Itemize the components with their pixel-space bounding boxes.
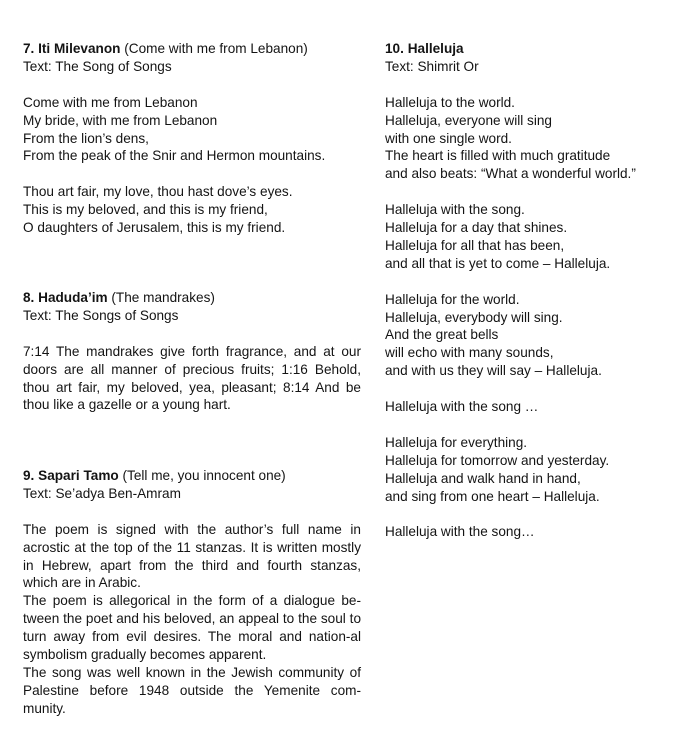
song-10-line: with one single word. — [385, 130, 512, 146]
song-10-line: Halleluja for tomorrow and yesterday. — [385, 452, 610, 468]
song-9-number: 9. — [23, 468, 35, 483]
song-10-number: 10. — [385, 41, 404, 56]
song-7-number: 7. — [23, 41, 35, 56]
song-7-line: My bride, with me from Lebanon — [23, 112, 218, 128]
song-10-line: Halleluja for all that has been, — [385, 237, 565, 253]
song-7-heading — [23, 40, 361, 58]
song-10-heading — [385, 40, 675, 58]
song-10-line: The heart is filled with much gratitude — [385, 148, 611, 164]
song-10-title: Halleluja — [407, 41, 464, 56]
song-10-text-credit: Text: Shimrit Or — [385, 58, 479, 74]
song-10-line: will echo with many sounds, — [385, 345, 554, 361]
song-10-line: and all that is yet to come – Halleluja. — [385, 255, 611, 271]
song-10 — [385, 40, 675, 541]
song-8-heading — [23, 289, 361, 307]
song-8-number: 8. — [23, 290, 35, 305]
song-8-paragraph: 7:14 The mandrakes give forth fragrance, and at our doors are all manner of precious fruits; 1:16 Behold, thou art fair, my beloved, yea, pleasant; 8:14 And be thou like a gazelle or a young hart. — [23, 343, 361, 413]
song-8-subtitle: (The mandrakes) — [111, 290, 215, 305]
song-7-line: From the lion’s dens, — [23, 130, 149, 146]
song-7-line: Thou art fair, my love, thou hast dove’s eyes. — [23, 184, 293, 200]
song-9-title: Sapari Tamo — [38, 468, 119, 483]
song-10-line: Halleluja for the world. — [385, 291, 520, 307]
song-10-line: Halleluja with the song. — [385, 202, 525, 218]
song-9-paragraph: The poem is allegorical in the form of a dialogue be-tween the poet and his beloved, an appeal to the soul to turn away from evil desires. The moral and nation-al symbolism gradually becomes apparent. — [23, 593, 361, 663]
song-7 — [23, 40, 361, 237]
song-9-text-credit: Text: Se’adya Ben-Amram — [23, 485, 181, 501]
song-10-line: Halleluja, everyone will sing — [385, 112, 552, 128]
song-10-line: Halleluja, everybody will sing. — [385, 309, 563, 325]
right-column — [385, 40, 675, 541]
song-10-line: Halleluja for everything. — [385, 434, 528, 450]
song-9-heading — [23, 467, 361, 485]
song-7-line: From the peak of the Snir and Hermon mountains. — [23, 148, 326, 164]
song-8 — [23, 289, 361, 414]
song-9-subtitle: (Tell me, you innocent one) — [122, 468, 286, 483]
song-7-text-credit: Text: The Song of Songs — [23, 58, 172, 74]
song-10-line: Halleluja with the song… — [385, 524, 535, 540]
song-10-line: Halleluja for a day that shines. — [385, 220, 568, 236]
song-10-line: and also beats: “What a wonderful world.” — [385, 166, 636, 182]
song-7-line: Come with me from Lebanon — [23, 94, 198, 110]
song-9-paragraph: The song was well known in the Jewish community of Palestine before 1948 outside the Yemenite com-munity. — [23, 664, 361, 716]
song-9-paragraph: The poem is signed with the author’s full name in acrostic at the top of the 11 stanzas. It is written mostly in Hebrew, apart from the third and fourth stanzas, which are in Arabic. — [23, 521, 361, 591]
song-8-title: Haduda’im — [38, 290, 108, 305]
song-9 — [23, 467, 361, 718]
song-7-line: This is my beloved, and this is my friend, — [23, 202, 268, 218]
song-10-line: Halleluja and walk hand in hand, — [385, 470, 581, 486]
song-10-line: Halleluja to the world. — [385, 94, 515, 110]
song-7-title: Iti Milevanon — [38, 41, 121, 56]
song-10-line: and sing from one heart – Halleluja. — [385, 488, 600, 504]
left-column — [23, 40, 361, 720]
song-10-line: Halleluja with the song … — [385, 399, 539, 415]
song-10-line: and with us they will say – Halleluja. — [385, 363, 602, 379]
song-8-text-credit: Text: The Songs of Songs — [23, 307, 179, 323]
song-10-line: And the great bells — [385, 327, 499, 343]
song-7-line: O daughters of Jerusalem, this is my friend. — [23, 220, 286, 236]
song-7-subtitle: (Come with me from Lebanon) — [124, 41, 308, 56]
